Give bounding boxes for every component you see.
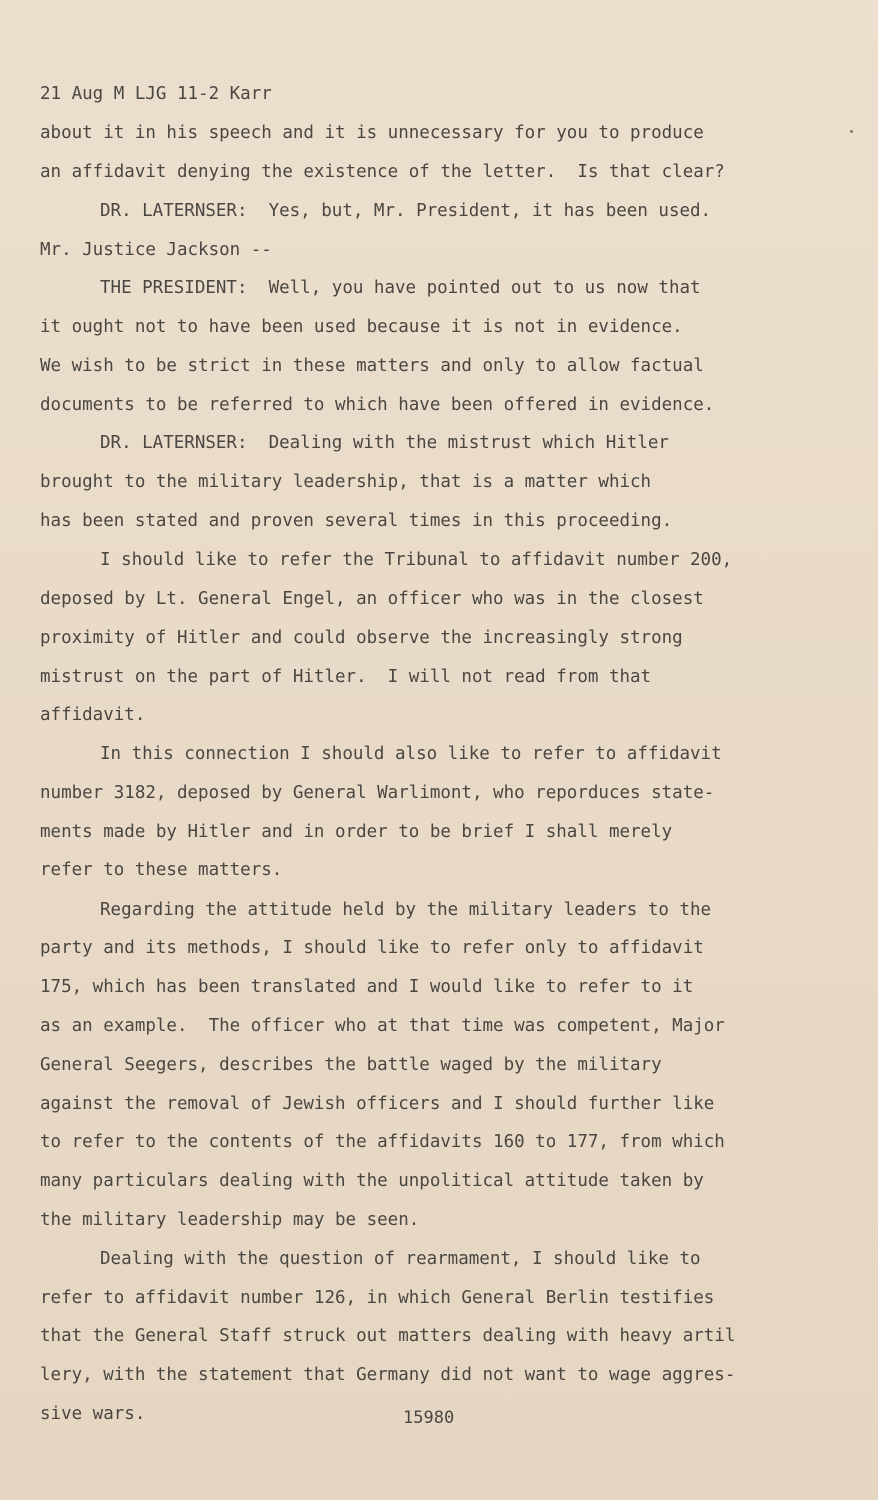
text-line: lery, with the statement that Germany did not want to wage aggres-	[40, 1365, 736, 1385]
text-line: Dealing with the question of rearmament, I should like to	[100, 1249, 701, 1269]
text-line: Regarding the attitude held by the military leaders to the	[100, 900, 712, 920]
text-line: affidavit.	[40, 705, 146, 725]
text-line: deposed by Lt. General Engel, an officer who was in the closest	[40, 589, 704, 609]
text-line: refer to affidavit number 126, in which General Berlin testifies	[40, 1288, 715, 1308]
text-line: General Seegers, describes the battle waged by the military	[40, 1055, 662, 1075]
text-line: proximity of Hitler and could observe the increasingly strong	[40, 628, 683, 648]
text-line: refer to these matters.	[40, 860, 283, 880]
text-line: number 3182, deposed by General Warlimont, who reporduces state-	[40, 783, 715, 803]
text-line: Mr. Justice Jackson --	[40, 240, 272, 260]
text-line: I should like to refer the Tribunal to affidavit number 200,	[100, 550, 733, 570]
page-number: 15980	[403, 1408, 455, 1428]
text-line: We wish to be strict in these matters and only to allow factual	[40, 356, 704, 376]
text-line: DR. LATERNSER: Dealing with the mistrust which Hitler	[100, 433, 669, 453]
text-line: the military leadership may be seen.	[40, 1210, 420, 1230]
text-line: it ought not to have been used because it is not in evidence.	[40, 317, 683, 337]
text-line: DR. LATERNSER: Yes, but, Mr. President, it has been used.	[100, 201, 712, 221]
text-line: as an example. The officer who at that time was competent, Major	[40, 1016, 725, 1036]
text-line: sive wars.	[40, 1404, 146, 1424]
text-line: to refer to the contents of the affidavits 160 to 177, from which	[40, 1132, 725, 1152]
text-line: 175, which has been translated and I would like to refer to it	[40, 977, 694, 997]
text-line: THE PRESIDENT: Well, you have pointed out to us now that	[100, 278, 701, 298]
paper-speck	[850, 130, 853, 133]
text-line: documents to be referred to which have been offered in evidence.	[40, 395, 715, 415]
text-line: has been stated and proven several times in this proceeding.	[40, 511, 673, 531]
text-line: ments made by Hitler and in order to be brief I shall merely	[40, 822, 673, 842]
text-line: mistrust on the part of Hitler. I will not read from that	[40, 667, 652, 687]
document-header: 21 Aug M LJG 11-2 Karr	[40, 84, 272, 104]
text-line: about it in his speech and it is unnecessary for you to produce	[40, 123, 704, 143]
text-line: brought to the military leadership, that is a matter which	[40, 472, 652, 492]
text-line: that the General Staff struck out matters dealing with heavy artil	[40, 1326, 736, 1346]
text-line: party and its methods, I should like to refer only to affidavit	[40, 938, 704, 958]
text-line: an affidavit denying the existence of the letter. Is that clear?	[40, 162, 725, 182]
text-line: many particulars dealing with the unpolitical attitude taken by	[40, 1171, 704, 1191]
text-line: against the removal of Jewish officers and I should further like	[40, 1094, 715, 1114]
text-line: In this connection I should also like to refer to affidavit	[100, 744, 722, 764]
